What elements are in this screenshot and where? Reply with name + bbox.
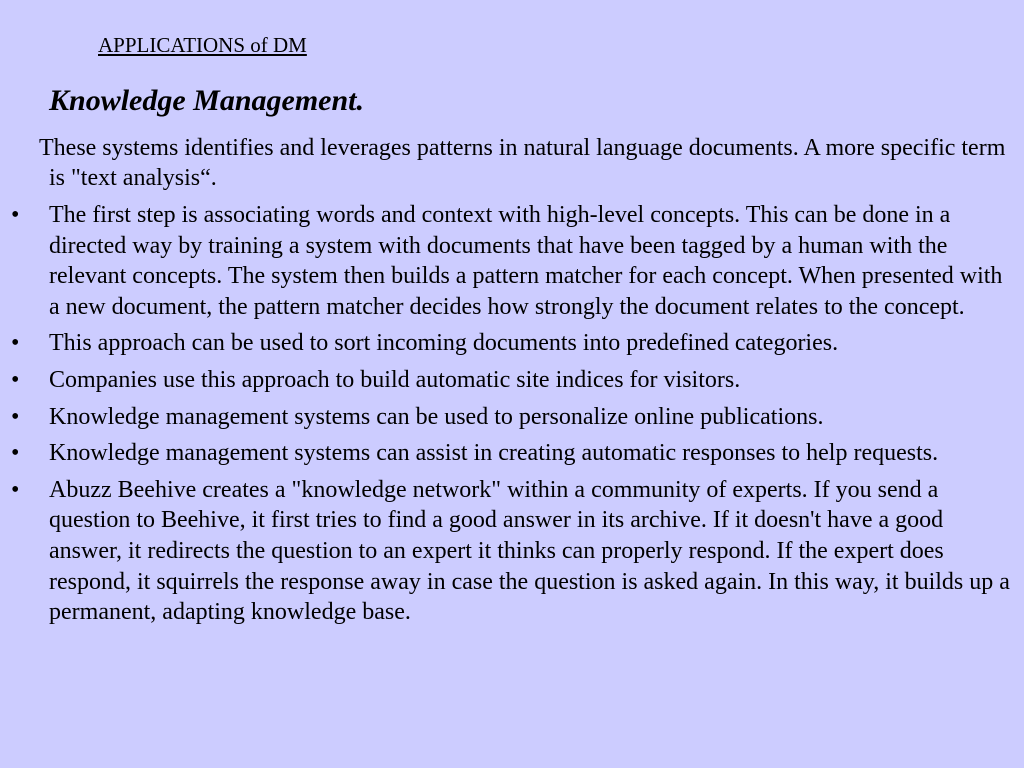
bullet-icon: • [11, 202, 20, 228]
bullet-text: Companies use this approach to build automatic site indices for visitors. [49, 366, 741, 393]
slide-header: APPLICATIONS of DM [98, 33, 307, 57]
bullet-text: Abuzz Beehive creates a "knowledge network" within a community of experts. If you send a question to Beehive, it first tries to find a good answer in its archive. If it doesn't have a good answer, it redirects the question to an expert it thinks can properly respond. If the expert does respond, it squirrels the response away in case the question is asked again. In this way, it builds up a permanent, adapting knowledge base. [49, 476, 1010, 626]
bullet-text: This approach can be used to sort incoming documents into predefined categories. [49, 330, 839, 357]
intro-paragraph [39, 133, 1015, 193]
bullet-text: Knowledge management systems can assist in creating automatic responses to help requests. [49, 440, 939, 467]
bullet-item [0, 475, 1015, 628]
intro-text: These systems identifies and leverages patterns in natural language documents. A more specific term is "text analysis“. [39, 135, 1006, 191]
bullet-item [0, 200, 1015, 322]
bullet-list [0, 200, 1024, 634]
bullet-text: Knowledge management systems can be used to personalize online publications. [49, 403, 824, 430]
bullet-icon: • [11, 476, 20, 503]
bullet-item [0, 402, 1015, 433]
bullet-item [0, 365, 1015, 396]
bullet-icon: • [11, 440, 20, 467]
bullet-text: The first step is associating words and context with high-level concepts. This can be done in a directed way by training a system with documents that have been tagged by a human with the relevant concepts. The system then builds a pattern matcher for each concept. When presented with a new document, the pattern matcher decides how strongly the document relates to the concept. [49, 202, 1003, 320]
bullet-icon: • [11, 403, 20, 430]
bullet-item [0, 438, 1015, 469]
bullet-item [0, 328, 1015, 359]
bullet-icon: • [11, 330, 20, 357]
bullet-icon: • [11, 366, 20, 393]
slide-title: Knowledge Management. [49, 84, 365, 117]
